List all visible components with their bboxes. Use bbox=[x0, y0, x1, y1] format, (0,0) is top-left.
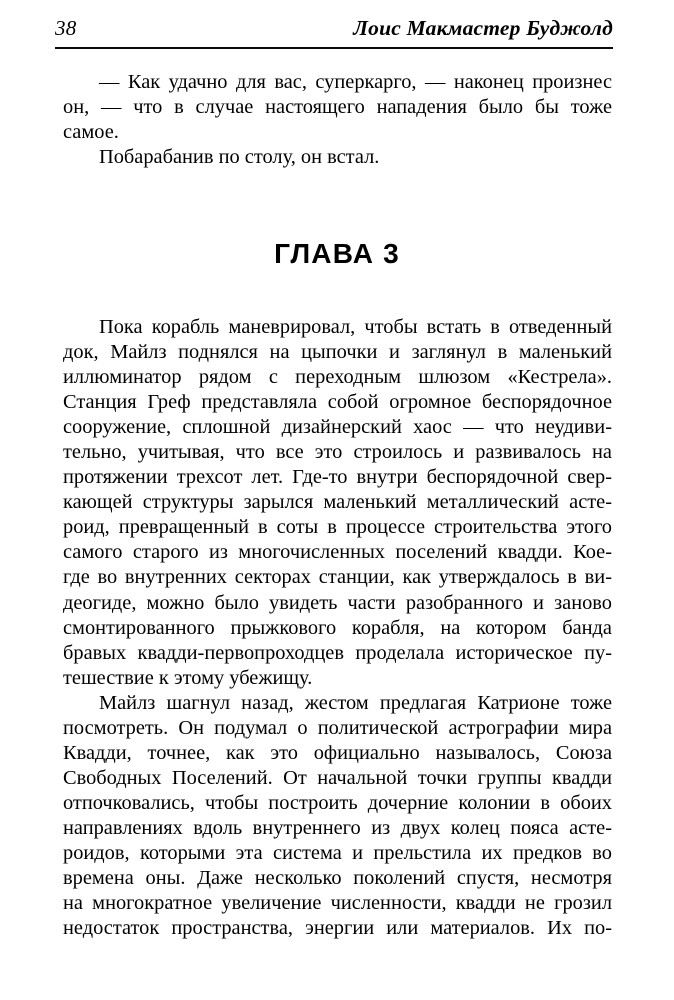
text-line bbox=[63, 315, 612, 340]
text-line: посмотреть. Он подумал о политической астрографии мира bbox=[63, 716, 612, 739]
text-line: иллюминатор рядом с переходным шлюзом «Кестрела». bbox=[63, 366, 612, 389]
text-line bbox=[63, 70, 612, 95]
text-line: роид, превращенный в соты в процессе строительства этого bbox=[63, 516, 612, 539]
body-text-block-lower bbox=[63, 315, 612, 941]
text-line: бравых квадди-первопроходцев проделала историческое пу- bbox=[63, 641, 612, 664]
text-line: недостаток пространства, энергии или материалов. Их по- bbox=[63, 917, 612, 940]
text-line: он, — что в случае настоящего нападения было бы тоже bbox=[63, 96, 612, 119]
line-text: — Как удачно для вас, суперкарго, — наконец произнес bbox=[99, 71, 612, 93]
line-text: Майлз шагнул назад, жестом предлагая Катрионе тоже bbox=[99, 691, 612, 714]
running-header bbox=[55, 16, 613, 41]
text-line: деогиде, можно было увидеть части разобранного и заново bbox=[63, 591, 612, 614]
text-line: Квадди, точнее, как это официально называлось, Союза bbox=[63, 741, 612, 764]
text-line: где во внутренних секторах станции, как утверждалось в ви- bbox=[63, 566, 612, 589]
text-line: протяжении трехсот лет. Где-то внутри беспорядочной свер- bbox=[63, 466, 612, 489]
text-line: роидов, которыми эта система и прельстила их предков во bbox=[63, 841, 612, 864]
line-text: Пока корабль маневрировал, чтобы встать в отведенный bbox=[99, 316, 612, 338]
paragraph bbox=[63, 691, 612, 941]
text-line bbox=[63, 691, 612, 716]
text-line bbox=[63, 145, 612, 170]
text-line: времена оны. Даже несколько поколений спустя, несмотря bbox=[63, 867, 612, 890]
text-line: на многократное увеличение численности, квадди не грозил bbox=[63, 892, 612, 915]
text-line: направлениях вдоль внутреннего из двух колец пояса асте- bbox=[63, 816, 612, 839]
text-line: самого старого из многочисленных поселений квадди. Кое- bbox=[63, 541, 612, 564]
running-header-author: Лоис Макмастер Буджолд bbox=[353, 16, 613, 40]
body-text-block-upper bbox=[63, 70, 612, 170]
text-line: док, Майлз поднялся на цыпочки и заглянул в маленький bbox=[63, 341, 612, 364]
text-line: кающей структуры зарылся маленький металлический асте- bbox=[63, 491, 612, 514]
text-line: Станция Греф представляла собой огромное беспорядочное bbox=[63, 391, 612, 414]
header-divider-rule bbox=[55, 47, 613, 49]
chapter-heading: ГЛАВА 3 bbox=[274, 238, 400, 269]
text-line: Свободных Поселений. От начальной точки группы квадди bbox=[63, 766, 612, 789]
text-line: тельно, учитывая, что все это строилось и развивалось на bbox=[63, 441, 612, 464]
text-line: отпочковались, чтобы построить дочерние колонии в обоих bbox=[63, 791, 612, 814]
text-line: сооружение, сплошной дизайнерский хаос — что неудиви- bbox=[63, 416, 612, 439]
paragraph bbox=[63, 70, 612, 145]
page-number: 38 bbox=[55, 16, 77, 40]
text-line: тешествие к этому убежищу. bbox=[63, 666, 313, 689]
paragraph bbox=[63, 315, 612, 691]
text-line: самое. bbox=[63, 121, 119, 144]
text-line: смонтированного прыжкового корабля, на котором банда bbox=[63, 616, 612, 639]
paragraph bbox=[63, 145, 612, 170]
line-text: Побарабанив по столу, он встал. bbox=[99, 146, 380, 169]
